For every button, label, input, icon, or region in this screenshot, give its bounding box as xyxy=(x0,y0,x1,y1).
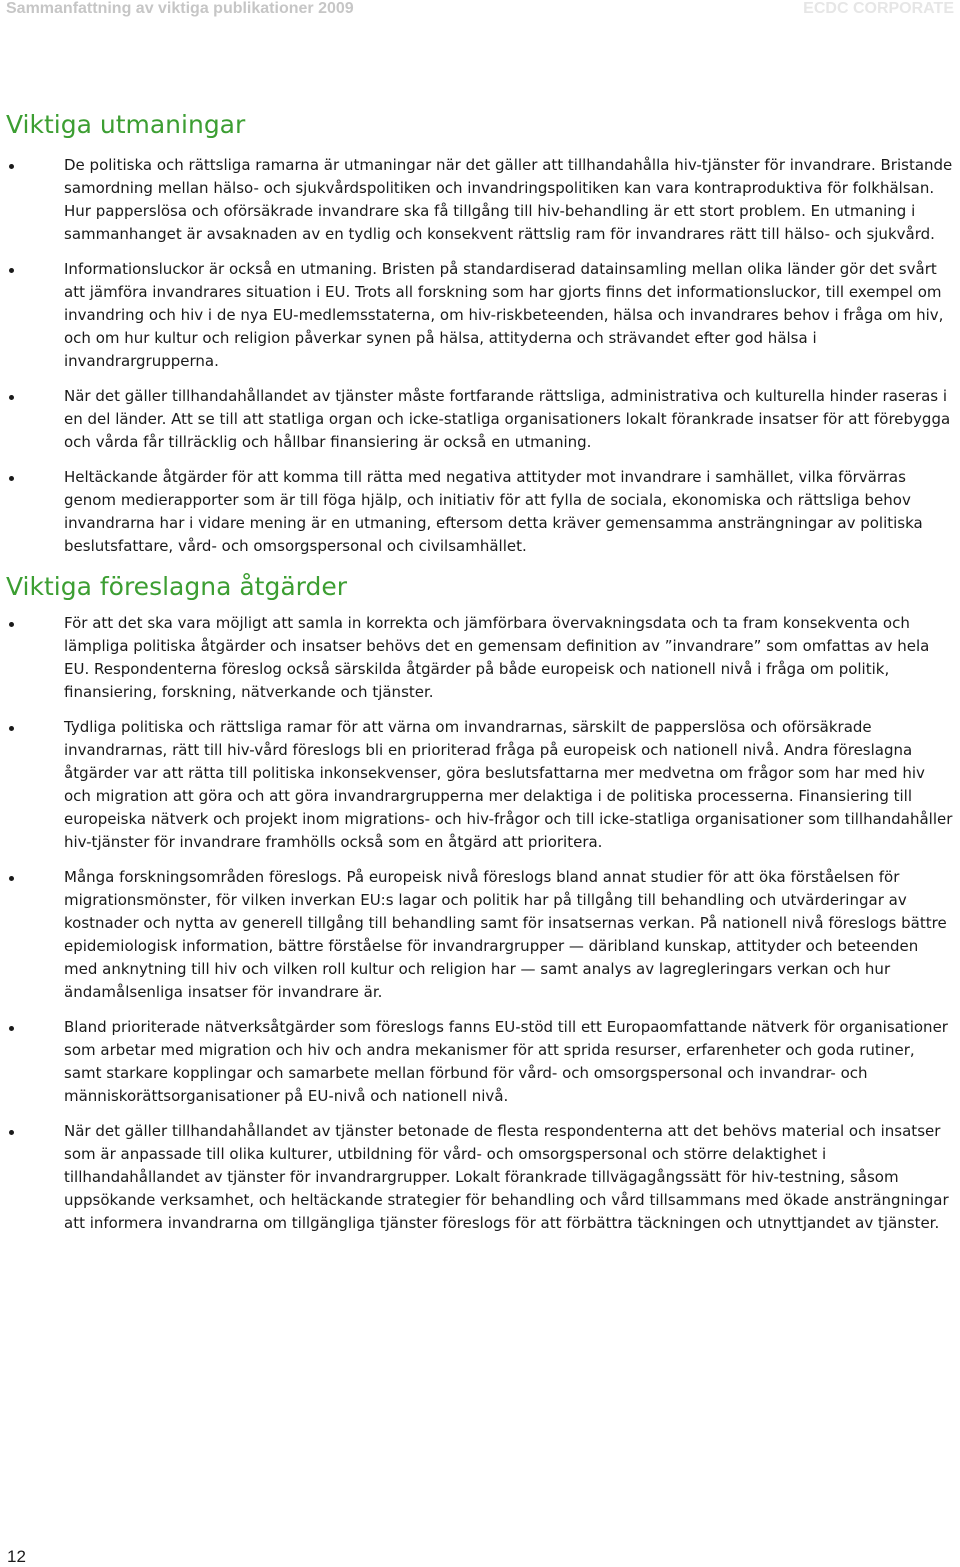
page-number: 12 xyxy=(7,1547,26,1566)
challenges-list xyxy=(0,154,960,558)
page-header xyxy=(0,0,960,20)
list-item xyxy=(0,612,960,704)
bullet-icon xyxy=(9,876,14,881)
section-heading-challenges: Viktiga utmaningar xyxy=(6,110,246,139)
list-item-text: För att det ska vara möjligt att samla in korrekta och jämförbara övervakningsdata och ta fram konsekventa och lämpliga politiska åtgärder och insatser behövs det en gemensam definition av ”invandrare” som omfattas av hela EU. Respondenterna föreslog också särskilda åtgärder på både europeisk och nationell nivå i fråga om politik, finansiering, forskning, nätverkande och tjänster. xyxy=(64,614,930,701)
list-item-text: När det gäller tillhandahållandet av tjänster betonade de flesta respondenterna att det behövs material och insatser som är anpassade till olika kulturer, utbildning för vård- och omsorgspersonal och större delaktighet i tillhandahållandet av tjänster för invandrargrupper. Lokalt förankrade tillvägagångssätt för hiv-testning, såsom uppsökande verksamhet, och heltäckande strategier för behandling och vård tillsammans med ökade ansträngningar att informera invandrarna om tillgängliga tjänster föreslogs för att förbättra täckningen och utnyttjandet av tjänster. xyxy=(64,1122,949,1232)
bullet-icon xyxy=(9,395,14,400)
list-item-text: Många forskningsområden föreslogs. På europeisk nivå föreslogs bland annat studier för att öka förståelsen för migrationsmönster, för vilken inverkan EU:s lagar och politik har på tillgång till behandling och utvärderingar av kostnader och nytta av generell tillgång till behandling samt för insatsernas verkan. På nationell nivå föreslogs bättre epidemiologisk information, bättre förståelse för invandrargrupper — däribland kunskap, attityder och beteenden med anknytning till hiv och vilken roll kultur och religion har — samt analys av lagregleringars verkan och hur ändamålsenliga insatser för invandrare är. xyxy=(64,868,947,1001)
list-item-text: Bland prioriterade nätverksåtgärder som föreslogs fanns EU-stöd till ett Europaomfattande nätverk för organisationer som arbetar med migration och hiv och andra mekanismer för att sprida resurser, erfarenheter och goda rutiner, samt starkare kopplingar och samarbete mellan förbund för vård- och omsorgspersonal och invandrar- och människorättsorganisationer på EU-nivå och nationell nivå. xyxy=(64,1018,948,1105)
list-item-text: Tydliga politiska och rättsliga ramar för att värna om invandrarnas, särskilt de papperslösa och oförsäkrade invandrarnas, rätt till hiv-vård föreslogs bli en prioriterad fråga på europeisk och nationell nivå. Andra föreslagna åtgärder var att rätta till politiska inkonsekvenser, göra beslutsfattarna mer medvetna om frågor som har med hiv och migration att göra och att göra invandrargrupperna mer delaktiga i de politiska processerna. Finansiering till europeiska nätverk och projekt inom migrations- och hiv-frågor och till icke-statliga organisationer som tillhandahåller hiv-tjänster för invandrare framhölls också som en åtgärd att prioritera. xyxy=(64,718,953,851)
list-item xyxy=(0,154,960,246)
list-item xyxy=(0,385,960,454)
list-item-text: Heltäckande åtgärder för att komma till rätta med negativa attityder mot invandrare i samhället, vilka förvärras genom medierapporter som är till föga hjälp, och initiativ för att fylla de sociala, ekonomiska och rättsliga behov invandrarna har i vidare mening är en utmaning, eftersom detta kräver gemensamma ansträngningar av politiska beslutsfattare, vård- och omsorgspersonal och civilsamhället. xyxy=(64,468,923,555)
list-item-text: Informationsluckor är också en utmaning. Bristen på standardiserad datainsamling mellan olika länder gör det svårt att jämföra invandrares situation i EU. Trots all forskning som har gjorts finns det informationsluckor, till exempel om invandring och hiv i de nya EU-medlemsstaterna, om hiv-riskbeteenden, hälsa och invandrares behov i fråga om hiv, och om hur kultur och religion påverkar synen på hälsa, attityderna och strävandet efter god hälsa i invandrargrupperna. xyxy=(64,260,944,370)
bullet-icon xyxy=(9,726,14,731)
bullet-icon xyxy=(9,164,14,169)
list-item xyxy=(0,1016,960,1108)
section-heading-measures: Viktiga föreslagna åtgärder xyxy=(6,572,348,601)
bullet-icon xyxy=(9,622,14,627)
measures-list xyxy=(0,612,960,1235)
list-item xyxy=(0,1120,960,1235)
list-item xyxy=(0,466,960,558)
list-item xyxy=(0,258,960,373)
main-content xyxy=(0,108,960,1247)
bullet-icon xyxy=(9,1130,14,1135)
bullet-icon xyxy=(9,476,14,481)
header-title: Sammanfattning av viktiga publikationer 2009 xyxy=(6,0,354,17)
header-brand: ECDC CORPORATE xyxy=(803,0,954,17)
list-item xyxy=(0,716,960,854)
bullet-icon xyxy=(9,268,14,273)
list-item-text: När det gäller tillhandahållandet av tjänster måste fortfarande rättsliga, administrativa och kulturella hinder raseras i en del länder. Att se till att statliga organ och icke-statliga organisationers lokalt förankrade insatser för att förebygga och vårda får tillräcklig och hållbar finansiering är också en utmaning. xyxy=(64,387,951,451)
list-item-text: De politiska och rättsliga ramarna är utmaningar när det gäller att tillhandahålla hiv-tjänster för invandrare. Bristande samordning mellan hälso- och sjukvårdspolitiken och invandringspolitiken kan vara kontraproduktiva för folkhälsan. Hur papperslösa och oförsäkrade invandrare ska få tillgång till hiv-behandling är ett stort problem. En utmaning i sammanhanget är avsaknaden av en tydlig och konsekvent rättslig ram för invandrares rätt till hälso- och sjukvård. xyxy=(64,156,953,243)
list-item xyxy=(0,866,960,1004)
bullet-icon xyxy=(9,1026,14,1031)
